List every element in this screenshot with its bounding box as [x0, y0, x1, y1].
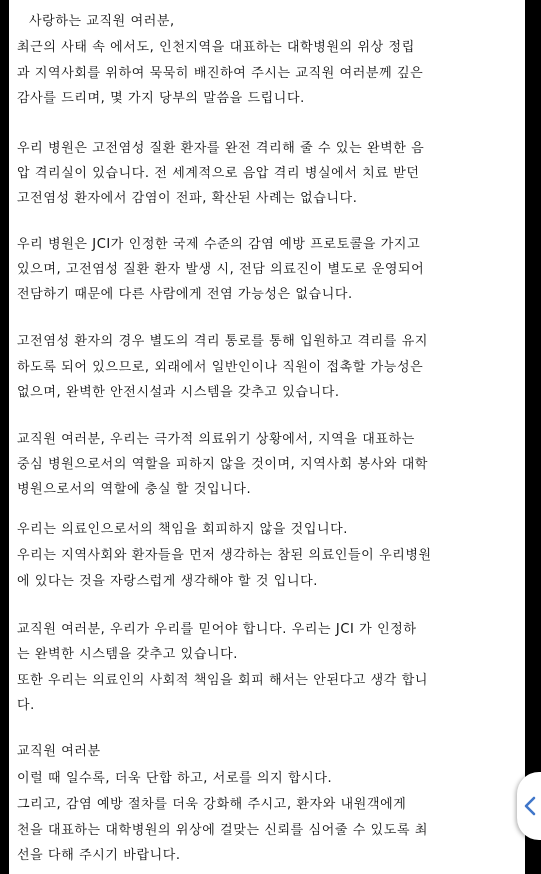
letter-line: 고전염성 환자의 경우 별도의 격리 통로를 통해 입원하고 격리를 유지 [17, 334, 429, 349]
letter-line: 병원으로서의 역할에 충실 할 것입니다. [17, 482, 252, 497]
letter-line: 과 지역사회를 위하여 묵묵히 배진하여 주시는 교직원 여러분께 깊은 [17, 66, 424, 81]
letter-line: 에 있다는 것을 자랑스럽게 생각해야 할 것 입니다. [17, 574, 319, 589]
letter-line: 우리 병원은 JCI가 인정한 국제 수준의 감염 예방 프로토콜을 가지고 [17, 237, 421, 252]
letter-line: 다. [17, 698, 35, 713]
letter-line: 감사를 드리며, 몇 가지 당부의 말씀을 드립니다. [17, 91, 305, 106]
letter-line: 교직원 여러분 [17, 744, 101, 759]
letter-page [9, 0, 525, 874]
letter-line: 우리 병원은 고전염성 질환 환자를 완전 격리해 줄 수 있는 완벽한 음 [17, 141, 425, 156]
letter-line: 그리고, 감염 예방 절차를 더욱 강화해 주시고, 환자와 내원객에게 [17, 797, 407, 812]
letter-greeting: 사랑하는 교직원 여러분, [29, 14, 175, 29]
letter-line: 또한 우리는 의료인의 사회적 책임을 회피 해서는 안된다고 생각 합니 [17, 673, 429, 688]
letter-line: 최근의 사태 속 에서도, 인천지역을 대표하는 대학병원의 위상 정립 [17, 40, 415, 55]
back-nav-button[interactable] [517, 772, 541, 840]
letter-line: 전담하기 때문에 다른 사람에게 전염 가능성은 없습니다. [17, 287, 353, 302]
letter-line: 교직원 여러분, 우리는 극가적 의료위기 상황에서, 지역을 대표하는 [17, 432, 415, 447]
letter-line: 교직원 여러분, 우리가 우리를 믿어야 합니다. 우리는 JCI 가 인정하 [17, 622, 417, 637]
letter-line: 이럴 때 일수록, 더욱 단합 하고, 서로를 의지 합시다. [17, 771, 333, 786]
letter-line: 선을 다해 주시기 바랍니다. [17, 848, 181, 863]
letter-line: 압 격리실이 있습니다. 전 세계적으로 음압 격리 병실에서 치료 받던 [17, 166, 420, 181]
letter-line: 고전염성 환자에서 감염이 전파, 확산된 사례는 없습니다. [17, 191, 358, 206]
letter-line: 는 완벽한 시스템을 갖추고 있습니다. [17, 647, 239, 662]
letter-line: 우리는 지역사회와 환자들을 먼저 생각하는 참된 의료인들이 우리병원 [17, 548, 432, 563]
letter-line: 우리는 의료인으로서의 책임을 회피하지 않을 것입니다. [17, 522, 349, 537]
letter-line: 하도록 되어 있으므로, 외래에서 일반인이나 직원이 접촉할 가능성은 [17, 360, 424, 375]
letter-line: 중심 병원으로서의 역할을 피하지 않을 것이며, 지역사회 봉사와 대학 [17, 457, 429, 472]
letter-line: 천을 대표하는 대학병원의 위상에 걸맞는 신뢰를 심어줄 수 있도록 최 [17, 823, 429, 838]
letter-line: 있으며, 고전염성 질환 환자 발생 시, 전담 의료진이 별도로 운영되어 [17, 262, 425, 277]
letter-line: 없으며, 완벽한 안전시설과 시스템을 갖추고 있습니다. [17, 385, 340, 400]
chevron-left-icon [523, 796, 537, 816]
